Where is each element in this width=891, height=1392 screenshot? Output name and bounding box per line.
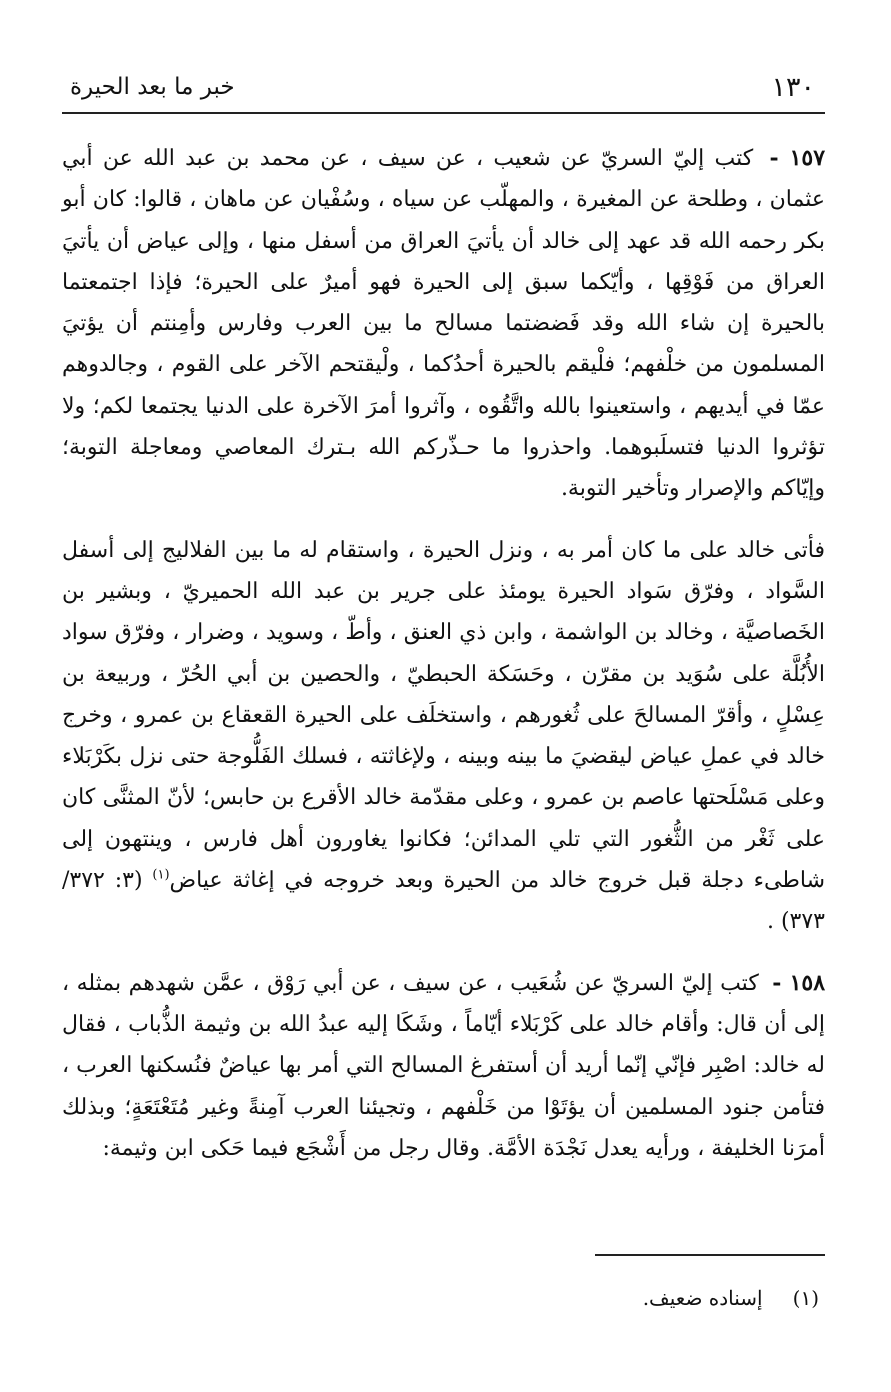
running-title: خبر ما بعد الحيرة bbox=[70, 74, 235, 100]
footnote bbox=[643, 1286, 819, 1310]
paragraph-text: فأتى خالد على ما كان أمر به ، ونزل الحيرة ، واستقام له ما بين الفلاليج إلى أسفل السَّواد ، وفرّق سَواد الحيرة يومئذ على جرير بن عبد الله الحميريّ ، وبشير بن الخَصاصيَّة ، وخالد بن الواشمة ، وابن ذي العنق ، وأطّ ، وسويد ، وضرار ، وفرّق سواد الأُبُلَّة على سُوَيد بن مقرّن ، وحَسَكة الحبطيّ ، والحصين بن أبي الحُرّ ، وربيعة بن عِسْلٍ ، وأقرّ المسالحَ على ثُغورهم ، واستخلَف على الحيرة القعقاع بن عمرو ، وخرج خالد في عملِ عياض ليقضيَ ما بينه وبينه ، ولإغاثته ، فسلك الفَلُّوجة حتى نزل بكَرْبَلاء وعلى مَسْلَحتها عاصم بن عمرو ، وعلى مقدّمة خالد الأقرع بن حابس؛ لأنّ المثنَّى كان على ثَغْر من الثُّغور التي تلي المدائن؛ فكانوا يغاورون أهل فارس ، وينتهون إلى شاطىء دجلة قبل خروج خالد من الحيرة وبعد خروجه في إغاثة عياض bbox=[62, 537, 826, 894]
footnote-number: (١) bbox=[792, 1286, 819, 1310]
paragraph-continuation bbox=[62, 530, 825, 943]
footnote-rule bbox=[595, 1254, 825, 1256]
body-text bbox=[62, 138, 825, 1169]
page-header bbox=[60, 66, 825, 108]
page-number: ١٣٠ bbox=[771, 72, 815, 103]
footnote-reference: (١) bbox=[152, 867, 170, 883]
paragraph-158 bbox=[62, 963, 825, 1169]
footnote-text: إسناده ضعيف. bbox=[642, 1286, 763, 1310]
paragraph-number: ١٥٨ - bbox=[772, 969, 826, 996]
paragraph-157 bbox=[62, 138, 825, 510]
paragraph-text: كتب إليّ السريّ عن شُعَيب ، عن سيف ، عن أبي رَوْق ، عمَّن شهدهم بمثله ، إلى أن قال: وأقام خالد على كَرْبَلاء أيّاماً ، وشَكَا إليه عبدُ الله بن وثيمة الذُّباب ، فقال له خالد: اصْبِر فإنّي إنّما أريد أن أستفرغ المسالح التي أمر بها عياضٌ فنُسكنها العرب ، فتأمن جنود المسلمين أن يؤتَوْا من خَلْفهم ، وتجيئنا العرب آمِنةً وغير مُتَعْتَعَةٍ؛ وبذلك أمرَنا الخليفة ، ورأيه يعدل نَجْدَة الأمَّة. وقال رجل من أَشْجَع فيما حَكى ابن وثيمة: bbox=[62, 970, 825, 1161]
citation: (٣: ٣٧٢/ ٣٧٣) . bbox=[62, 868, 825, 935]
paragraph-number: ١٥٧ - bbox=[769, 145, 826, 171]
header-rule bbox=[62, 112, 825, 114]
paragraph-text: كتب إليّ السريّ عن شعيب ، عن سيف ، عن محمد بن عبد الله عن أبي عثمان ، وطلحة عن المغيرة ، والمهلّب عن سياه ، وسُفْيان عن ماهان ، قالوا: كان أبو بكر رحمه الله قد عهد إلى خالد أن يأتيَ العراق من أسفل منها ، وإلى عياض أن يأتيَ العراق من فَوْقِها ، وأيّكما سبق إلى الحيرة فهو أميرٌ على الحيرة؛ فإذا اجتمعتما بالحيرة إن شاء الله وقد فَضضتما مسالح ما بين العرب وفارس وأمِنتم أن يؤتيَ المسلمون من خلْفهم؛ فلْيقم بالحيرة أحدُكما ، ولْيقتحم الآخر على القوم ، وجالدوهم عمّا في أيديهم ، واستعينوا بالله واتَّقُوه ، وآثروا أمرَ الآخرة على الدنيا يجتمعا لكم؛ ولا تؤثروا الدنيا فتسلَبوهما. واحذروا ما حـذّركم الله بـترك المعاصي ومعاجلة التوبة؛ وإيّاكم والإصرار وتأخير التوبة. bbox=[62, 146, 825, 502]
